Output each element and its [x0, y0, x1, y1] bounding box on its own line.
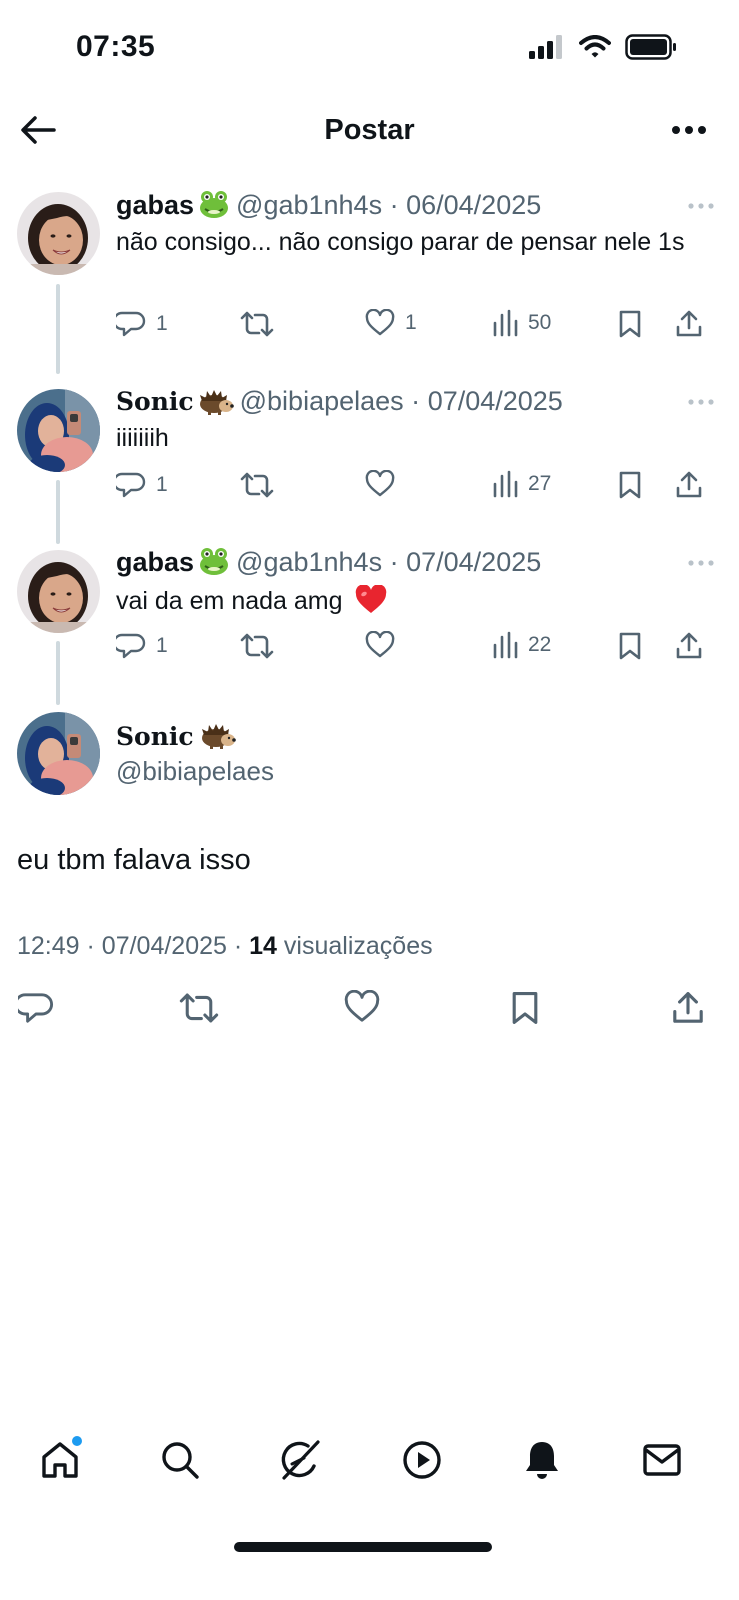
main-post-text: eu tbm falava isso	[17, 844, 251, 876]
main-action-row	[0, 990, 739, 1030]
avatar[interactable]	[17, 389, 100, 472]
reply-icon	[116, 309, 146, 339]
reply-text	[116, 583, 715, 619]
like-button[interactable]	[365, 631, 405, 659]
thread-line	[56, 284, 60, 374]
avatar[interactable]	[17, 712, 100, 795]
post-date: 07/04/2025	[406, 547, 542, 577]
thread-line	[56, 641, 60, 705]
hedgehog-emoji-icon	[200, 723, 236, 749]
retweet-button[interactable]	[240, 631, 274, 661]
home-indicator[interactable]	[234, 1542, 492, 1552]
red-heart-emoji-icon	[355, 585, 387, 615]
more-options-icon[interactable]	[687, 202, 715, 210]
heart-icon	[365, 470, 395, 498]
nav-search[interactable]	[156, 1436, 204, 1484]
mail-icon	[642, 1442, 682, 1478]
reply-text: iiiiiiih	[116, 424, 169, 452]
heart-icon[interactable]	[344, 990, 380, 1024]
bookmark-icon[interactable]	[510, 990, 540, 1026]
separator: ·	[86, 932, 95, 960]
separator: ·	[411, 386, 421, 416]
share-button[interactable]	[675, 631, 703, 661]
share-icon	[675, 631, 703, 661]
reply-header	[116, 545, 679, 579]
views-button[interactable]	[492, 309, 551, 337]
post-date: 07/04/2025	[101, 932, 227, 960]
retweet-button[interactable]	[240, 470, 274, 500]
heart-icon	[365, 309, 395, 337]
reply-icon	[116, 470, 146, 500]
retweet-icon	[240, 470, 274, 500]
more-horizontal-icon	[671, 125, 707, 135]
more-options-icon[interactable]	[687, 398, 715, 406]
views-button[interactable]	[492, 631, 551, 659]
views-count: 50	[528, 311, 552, 334]
reply-text: não consigo... não consigo parar de pensar nele 1s	[116, 228, 685, 256]
status-time: 07:35	[76, 30, 156, 63]
retweet-button[interactable]	[240, 309, 274, 339]
retweet-icon	[240, 309, 274, 339]
reply-text-content: vai da em nada amg	[116, 587, 343, 615]
separator: ·	[389, 190, 399, 220]
separator: ·	[389, 547, 399, 577]
action-row	[116, 631, 716, 667]
frog-emoji-icon	[198, 189, 230, 219]
reply-count: 1	[156, 312, 168, 335]
bookmark-icon	[618, 631, 642, 661]
author-name[interactable]: Sonic	[116, 722, 194, 751]
author-handle[interactable]: @bibiapelaes	[239, 386, 404, 416]
bell-icon	[522, 1439, 562, 1481]
views-icon	[492, 631, 518, 659]
reply-tweet[interactable]	[0, 384, 739, 524]
views-count: 27	[528, 472, 552, 495]
bookmark-button[interactable]	[618, 470, 642, 500]
hedgehog-emoji-icon	[198, 389, 234, 415]
action-row	[116, 470, 716, 506]
avatar[interactable]	[17, 550, 100, 633]
avatar[interactable]	[17, 192, 100, 275]
page-title: Postar	[324, 114, 415, 146]
reply-tweet[interactable]	[0, 545, 739, 705]
author-handle[interactable]: @gab1nh4s	[236, 547, 383, 577]
status-bar	[0, 0, 739, 100]
like-button[interactable]	[365, 470, 405, 498]
reply-count: 1	[156, 473, 168, 496]
more-options-button[interactable]	[667, 112, 711, 148]
more-options-icon[interactable]	[687, 559, 715, 567]
author-name[interactable]: gabas	[116, 547, 195, 577]
reply-header	[116, 384, 679, 419]
frog-emoji-icon	[198, 546, 230, 576]
status-icons	[529, 34, 677, 60]
action-row	[116, 309, 716, 345]
search-icon	[160, 1440, 200, 1480]
retweet-icon[interactable]	[179, 990, 219, 1026]
grok-icon	[278, 1438, 322, 1482]
thread-line	[56, 480, 60, 544]
separator: ·	[233, 932, 243, 960]
wifi-icon	[579, 35, 611, 59]
bookmark-button[interactable]	[618, 309, 642, 339]
battery-icon	[625, 34, 677, 60]
nav-messages[interactable]	[638, 1436, 686, 1484]
nav-home[interactable]	[36, 1436, 84, 1484]
share-button[interactable]	[675, 470, 703, 500]
play-circle-icon	[401, 1439, 443, 1481]
views-count: 14	[249, 932, 277, 960]
reply-tweet[interactable]	[0, 188, 739, 358]
nav-notifications[interactable]	[518, 1436, 566, 1484]
post-date: 07/04/2025	[427, 386, 563, 416]
reply-icon	[116, 631, 146, 661]
like-button[interactable]	[365, 309, 417, 337]
views-label[interactable]: visualizações	[283, 932, 433, 960]
post-time: 12:49	[17, 932, 80, 960]
notification-dot	[72, 1436, 82, 1446]
nav-grok[interactable]	[276, 1436, 324, 1484]
share-icon	[675, 309, 703, 339]
bookmark-icon	[618, 470, 642, 500]
share-icon[interactable]	[671, 990, 705, 1026]
like-count: 1	[405, 311, 417, 334]
reply-icon[interactable]	[18, 990, 54, 1026]
nav-video[interactable]	[398, 1436, 446, 1484]
bottom-nav	[0, 1430, 739, 1490]
reply-button[interactable]	[116, 470, 168, 500]
reply-button[interactable]	[116, 631, 168, 661]
reply-header	[116, 188, 679, 222]
cellular-signal-icon	[529, 35, 565, 59]
views-button[interactable]	[492, 470, 551, 498]
main-author-handle[interactable]: @bibiapelaes	[116, 756, 274, 786]
bookmark-icon	[618, 309, 642, 339]
reply-button[interactable]	[116, 309, 168, 339]
top-bar	[0, 100, 739, 162]
author-name[interactable]: gabas	[116, 190, 195, 220]
views-count: 22	[528, 633, 552, 656]
post-date: 06/04/2025	[406, 190, 542, 220]
bookmark-button[interactable]	[618, 631, 642, 661]
views-icon	[492, 470, 518, 498]
share-icon	[675, 470, 703, 500]
post-metadata	[17, 932, 433, 961]
main-author-name[interactable]	[116, 722, 236, 751]
author-name[interactable]: Sonic	[116, 387, 194, 416]
share-button[interactable]	[675, 309, 703, 339]
retweet-icon	[240, 631, 274, 661]
heart-icon	[365, 631, 395, 659]
author-handle[interactable]: @gab1nh4s	[236, 190, 383, 220]
reply-count: 1	[156, 634, 168, 657]
views-icon	[492, 309, 518, 337]
